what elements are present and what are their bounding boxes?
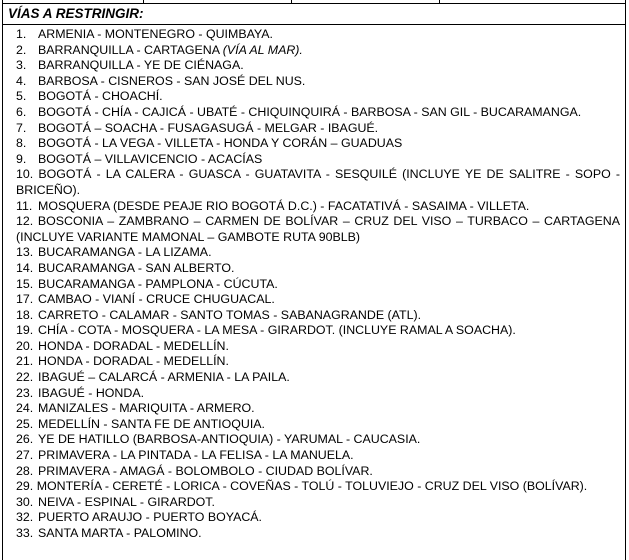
item-number: 32. [16, 510, 34, 525]
item-number: 17. [16, 292, 34, 307]
item-number: 15. [16, 276, 34, 291]
cell-divider [439, 0, 440, 4]
item-number: 7. [16, 120, 27, 135]
item-number: 2. [16, 42, 27, 57]
item-number: 6. [16, 104, 27, 119]
item-text: BOGOTÁ – VILLAVICENCIO - ACACÍAS [38, 151, 263, 166]
item-number: 28. [16, 463, 34, 478]
list-item [16, 448, 620, 464]
item-number: 19. [16, 323, 34, 338]
item-text: CAMBAO - VIANÍ - CRUCE CHUGUACAL. [38, 292, 275, 307]
list-item [16, 401, 620, 417]
list-item [16, 292, 620, 308]
list-item [16, 105, 620, 121]
list-item [16, 323, 620, 339]
list-item [16, 58, 620, 74]
list-item [16, 526, 620, 542]
item-number: 18. [16, 307, 34, 322]
list-item [16, 199, 620, 215]
item-text: BOGOTÁ - LA VEGA - VILLETA - HONDA Y CORÁN – GUADUAS [38, 136, 403, 151]
cell-divider [143, 0, 144, 4]
list-item [16, 432, 620, 448]
list-item [16, 339, 620, 355]
item-text: BOGOTÁ - LA CALERA - GUASCA - GUATAVITA - SESQUILÉ (INCLUYE YE DE SALITRE - SOPO - BRICEÑO). [16, 167, 620, 197]
item-number: 27. [16, 448, 34, 463]
list-item [16, 386, 620, 402]
item-number: 23. [16, 385, 34, 400]
item-text-wrapper [16, 214, 620, 245]
item-text: BARRANQUILLA - YE DE CIÉNAGA. [38, 58, 244, 73]
item-text: BOGOTÁ – SOACHA - FUSAGASUGÁ - MELGAR - IBAGUÉ. [38, 120, 379, 135]
item-number: 8. [16, 136, 27, 151]
list-item [16, 370, 620, 386]
item-number: 21. [16, 354, 34, 369]
item-text: IBAGUÉ – CALARCÁ - ARMENIA - LA PAILA. [38, 370, 290, 385]
list-item [16, 167, 620, 198]
list-item [16, 495, 620, 511]
item-number: 29. [16, 479, 34, 494]
list-item [16, 308, 620, 324]
document-page [2, 0, 626, 560]
list-item [16, 214, 620, 245]
item-text: MEDELLÍN - SANTA FE DE ANTIOQUIA. [38, 416, 265, 431]
cell-divider [291, 0, 292, 4]
restricted-roads-list [16, 27, 620, 542]
item-number: 9. [16, 151, 27, 166]
list-item [16, 354, 620, 370]
heading-divider [3, 24, 625, 25]
section-heading: VÍAS A RESTRINGIR: [8, 6, 144, 21]
list-item [16, 136, 620, 152]
list-item [16, 417, 620, 433]
item-number: 4. [16, 73, 27, 88]
item-text: NEIVA - ESPINAL - GIRARDOT. [38, 494, 215, 509]
list-item [16, 277, 620, 293]
item-number: 24. [16, 401, 34, 416]
item-text: MONTERÍA - CERETÉ - LORICA - COVEÑAS - TOLÚ - TOLUVIEJO - CRUZ DEL VISO (BOLÍVAR). [36, 479, 588, 494]
item-number: 10. [16, 167, 34, 182]
item-text: HONDA - DORADAL - MEDELLÍN. [38, 354, 229, 369]
item-number: 22. [16, 370, 34, 385]
item-text: BOGOTÁ - CHOACHÍ. [38, 89, 163, 104]
item-text: PRIMAVERA - AMAGÁ - BOLOMBOLO - CIUDAD BOLÍVAR. [38, 463, 373, 478]
item-text: YE DE HATILLO (BARBOSA-ANTIOQUIA) - YARUMAL - CAUCASIA. [38, 432, 421, 447]
item-number: 30. [16, 494, 34, 509]
item-text: PUERTO ARAUJO - PUERTO BOYACÁ. [38, 510, 263, 525]
item-text: IBAGUÉ - HONDA. [38, 385, 145, 400]
list-item [16, 245, 620, 261]
list-item [16, 152, 620, 168]
item-text: HONDA - DORADAL - MEDELLÍN. [38, 338, 229, 353]
list-item [16, 43, 620, 59]
item-text-wrapper [38, 43, 620, 59]
item-text: BUCARAMANGA - SAN ALBERTO. [38, 260, 235, 275]
item-text: CHÍA - COTA - MOSQUERA - LA MESA - GIRARDOT. (INCLUYE RAMAL A SOACHA). [38, 323, 516, 338]
list-item [16, 261, 620, 277]
list-item [16, 510, 620, 526]
item-number: 12. [16, 214, 34, 229]
list-item [16, 464, 620, 480]
item-number: 20. [16, 338, 34, 353]
item-text-wrapper [16, 167, 620, 198]
item-number: 33. [16, 526, 34, 540]
item-text: BUCARAMANGA - PAMPLONA - CÚCUTA. [38, 276, 278, 291]
item-number: 1. [16, 27, 27, 41]
list-item [16, 89, 620, 105]
list-item [16, 74, 620, 90]
item-text: BARBOSA - CISNEROS - SAN JOSÉ DEL NUS. [38, 73, 306, 88]
item-text-wrapper [16, 479, 587, 495]
item-text: BARRANQUILLA - CARTAGENA [38, 42, 223, 57]
list-item [16, 479, 620, 495]
item-text: SANTA MARTA - PALOMINO. [38, 526, 202, 540]
item-text: BOGOTÁ - CHÍA - CAJICÁ - UBATÉ - CHIQUINQUIRÁ - BARBOSA - SAN GIL - BUCARAMANGA. [38, 104, 582, 119]
item-number: 26. [16, 432, 34, 447]
list-item [16, 27, 620, 43]
item-text: BUCARAMANGA - LA LIZAMA. [38, 245, 212, 260]
item-text: MANIZALES - MARIQUITA - ARMERO. [38, 401, 255, 416]
list-item [16, 121, 620, 137]
item-text: ARMENIA - MONTENEGRO - QUIMBAYA. [38, 27, 273, 41]
item-text: BOSCONIA – ZAMBRANO – CARMEN DE BOLÍVAR – CRUZ DEL VISO – TURBACO – CARTAGENA (INCLUYE VARIANTE MAMONAL – GAMBOTE RUTA 90BLB) [16, 214, 620, 244]
item-number: 14. [16, 260, 34, 275]
item-text: PRIMAVERA - LA PINTADA - LA FELISA - LA MANUELA. [38, 448, 354, 463]
table-top-border [3, 0, 625, 4]
item-number: 11. [16, 198, 33, 213]
item-number: 25. [16, 416, 34, 431]
item-number: 3. [16, 58, 27, 73]
item-text: CARRETO - CALAMAR - SANTO TOMAS - SABANAGRANDE (ATL). [38, 307, 422, 322]
item-number: 13. [16, 245, 34, 260]
item-text: MOSQUERA (DESDE PEAJE RIO BOGOTÁ D.C.) - FACATATIVÁ - SASAIMA - VILLETA. [38, 198, 530, 213]
item-note: (VÍA AL MAR). [222, 42, 303, 57]
item-number: 5. [16, 89, 27, 104]
